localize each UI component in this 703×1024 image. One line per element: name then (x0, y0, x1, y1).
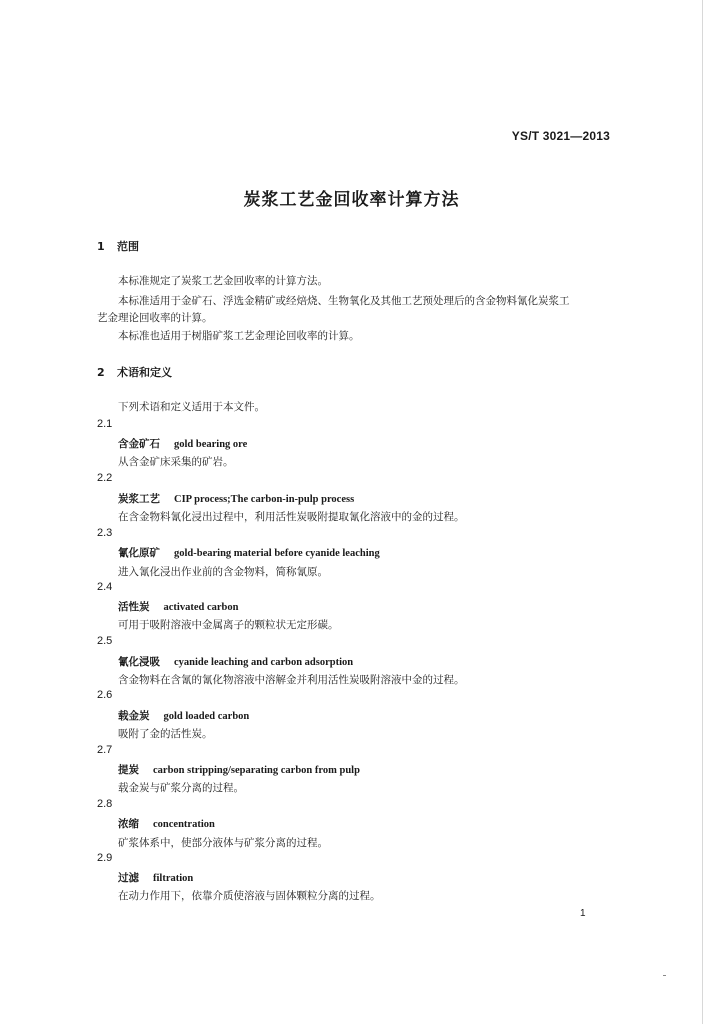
term-entry (118, 491, 354, 506)
scope-paragraph: 本标准规定了炭浆工艺金回收率的计算方法。 (118, 275, 328, 287)
term-chinese: 氰化浸吸 (118, 656, 160, 668)
term-definition: 可用于吸附溶液中金属离子的颗粒状无定形碳。 (118, 619, 339, 631)
scope-paragraph: 本标准也适用于树脂矿浆工艺金理论回收率的计算。 (118, 330, 360, 342)
term-definition: 在动力作用下，依靠介质使溶液与固体颗粒分离的过程。 (118, 890, 381, 902)
term-definition: 载金炭与矿浆分离的过程。 (118, 782, 244, 794)
standard-code: YS/T 3021—2013 (511, 129, 610, 143)
term-number: 2.7 (97, 744, 113, 756)
scope-paragraph: 本标准适用于金矿石、浮选金精矿或经焙烧、生物氧化及其他工艺预处理后的含金物料氰化炭浆工 (118, 295, 570, 307)
term-definition: 吸附了金的活性炭。 (118, 728, 213, 740)
document-title: 炭浆工艺金回收率计算方法 (243, 190, 460, 210)
scope-paragraph-continued: 艺金理论回收率的计算。 (97, 312, 213, 324)
term-chinese: 活性炭 (118, 601, 150, 613)
term-entry (118, 654, 353, 669)
term-entry (118, 545, 380, 560)
page-number: 1 (580, 908, 586, 919)
section-heading-terms (97, 364, 172, 380)
term-definition: 从含金矿床采集的矿岩。 (118, 456, 234, 468)
term-entry (118, 816, 215, 831)
term-definition: 矿浆体系中，使部分液体与矿浆分离的过程。 (118, 837, 328, 849)
term-english: gold loaded carbon (163, 711, 250, 722)
term-number: 2.4 (97, 581, 113, 593)
term-chinese: 浓缩 (118, 818, 139, 830)
term-number: 2.3 (97, 527, 113, 539)
term-definition: 含金物料在含氰的氰化物溶液中溶解金并利用活性炭吸附溶液中金的过程。 (118, 674, 465, 686)
term-entry (118, 599, 238, 614)
term-chinese: 含金矿石 (118, 438, 160, 450)
term-english: gold bearing ore (174, 439, 248, 450)
term-english: CIP process;The carbon-in-pulp process (174, 494, 355, 505)
term-number: 2.9 (97, 852, 113, 864)
term-english: activated carbon (163, 602, 239, 613)
term-number: 2.1 (97, 418, 113, 430)
term-number: 2.2 (97, 472, 113, 484)
term-definition: 进入氰化浸出作业前的含金物料，简称氰原。 (118, 566, 328, 578)
section-number: 2 (97, 366, 105, 379)
term-number: 2.5 (97, 635, 113, 647)
term-english: concentration (153, 819, 215, 830)
term-entry (118, 870, 193, 885)
term-english: filtration (153, 873, 194, 884)
term-entry (118, 708, 249, 723)
term-english: cyanide leaching and carbon adsorption (174, 657, 354, 668)
section-heading-scope (97, 238, 139, 254)
term-english: gold-bearing material before cyanide leaching (174, 548, 380, 559)
scan-mark (663, 975, 666, 976)
term-chinese: 过滤 (118, 872, 139, 884)
section-title: 术语和定义 (117, 366, 172, 379)
term-chinese: 载金炭 (118, 710, 150, 722)
term-entry (118, 762, 360, 777)
terms-intro: 下列术语和定义适用于本文件。 (118, 401, 265, 413)
term-chinese: 氰化原矿 (118, 547, 160, 559)
term-definition: 在含金物料氰化浸出过程中，利用活性炭吸附提取氰化溶液中的金的过程。 (118, 511, 465, 523)
term-number: 2.6 (97, 689, 113, 701)
term-entry (118, 436, 247, 451)
term-chinese: 提炭 (118, 764, 139, 776)
section-title: 范围 (117, 240, 139, 253)
term-number: 2.8 (97, 798, 113, 810)
term-english: carbon stripping/separating carbon from pulp (153, 765, 360, 776)
section-number: 1 (97, 240, 105, 253)
term-chinese: 炭浆工艺 (118, 493, 160, 505)
